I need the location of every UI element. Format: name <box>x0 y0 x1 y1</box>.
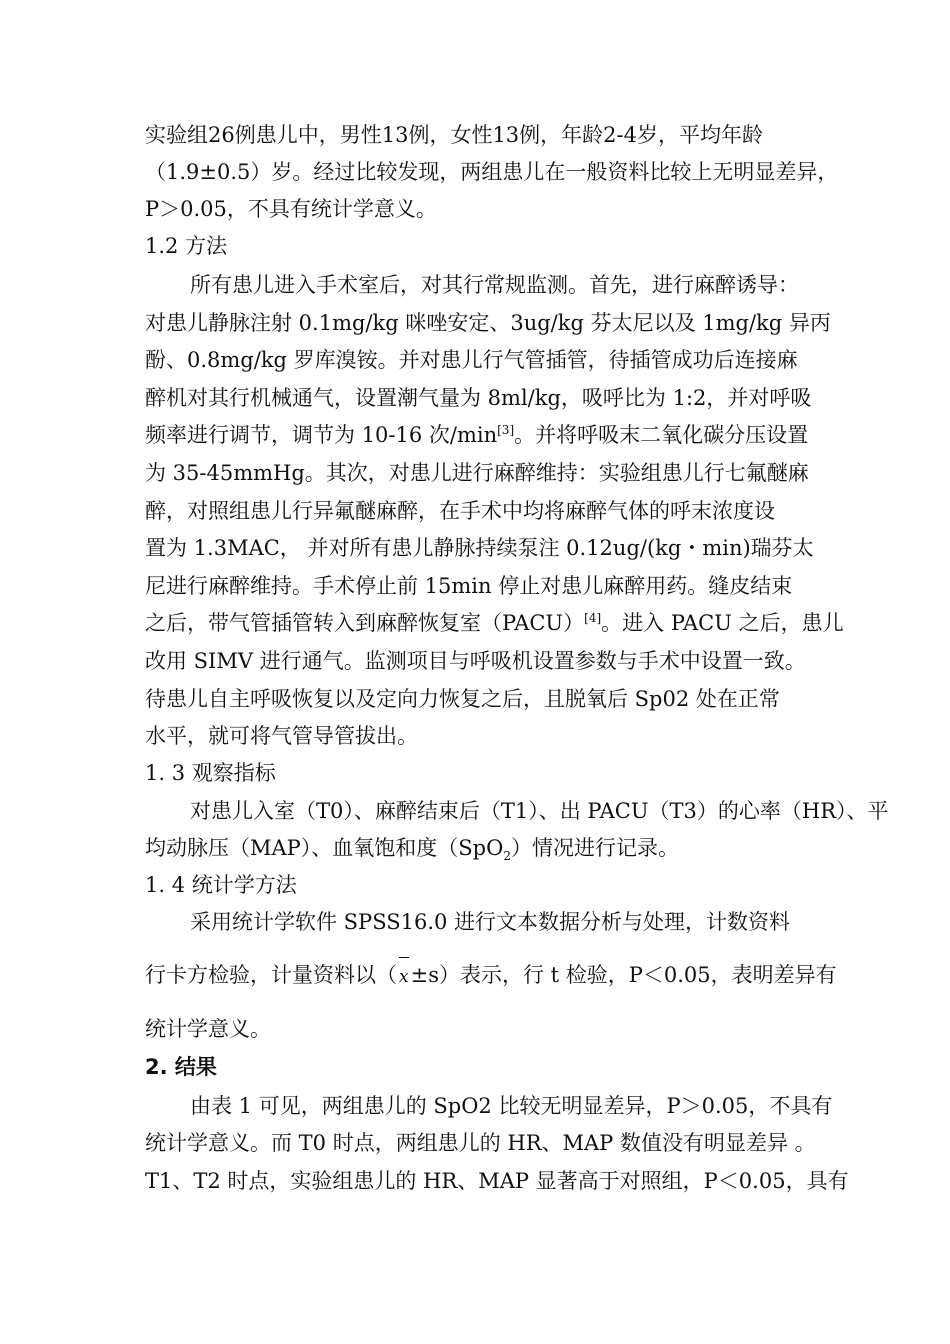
subscript: 2 <box>503 849 511 864</box>
paragraph-line: 尼进行麻醉维持。手术停止前 15min 停止对患儿麻醉用药。缝皮结束 <box>145 574 793 598</box>
paragraph-line <box>145 961 837 991</box>
text-run: 。并将呼吸末二氧化碳分压设置 <box>514 423 809 447</box>
paragraph-line <box>145 421 808 449</box>
paragraph-line: 对患儿静脉注射 0.1mg/kg 咪唑安定、3ug/kg 芬太尼以及 1mg/kg 异丙 <box>145 311 831 335</box>
paragraph-line: 实验组26例患儿中，男性13例，女性13例，年龄2-4岁，平均年龄 <box>145 123 763 147</box>
text-run: ±s）表示，行 t 检验，P＜0.05，表明差异有 <box>410 963 837 987</box>
mean-symbol: x <box>397 963 411 991</box>
paragraph-line: 为 35-45mmHg。其次，对患儿进行麻醉维持：实验组患儿行七氟醚麻 <box>145 461 809 485</box>
paragraph-line: 改用 SIMV 进行通气。监测项目与呼吸机设置参数与手术中设置一致。 <box>145 649 806 673</box>
paragraph-line: 置为 1.3MAC， 并对所有患儿静脉持续泵注 0.12ug/(kg・min)瑞芬太 <box>145 536 814 560</box>
paragraph-line: 醉，对照组患儿行异氟醚麻醉，在手术中均将麻醉气体的呼末浓度设 <box>145 499 775 523</box>
text-run: 行卡方检验，计量资料以（ <box>145 963 397 987</box>
paragraph-line: 统计学意义。而 T0 时点，两组患儿的 HR、MAP 数值没有明显差异 。 <box>145 1131 816 1155</box>
paragraph-line <box>145 609 844 637</box>
paragraph-line: 采用统计学软件 SPSS16.0 进行文本数据分析与处理，计数资料 <box>190 910 791 934</box>
paragraph-line: 水平，就可将气管导管拔出。 <box>145 724 418 748</box>
citation-ref: [4] <box>584 611 602 625</box>
paragraph-line: （1.9±0.5）岁。经过比较发现，两组患儿在一般资料比较上无明显差异， <box>145 160 839 184</box>
text-run: 均动脉压（MAP）、血氧饱和度（SpO <box>145 836 504 860</box>
paragraph-line: P＞0.05，不具有统计学意义。 <box>145 197 437 221</box>
text-run: 。进入 PACU 之后，患儿 <box>601 611 844 635</box>
text-run: 频率进行调节，调节为 10-16 次/min <box>145 423 498 447</box>
section-heading-1-2: 1.2 方法 <box>145 234 228 258</box>
section-heading-2: 2. 结果 <box>145 1055 217 1079</box>
section-heading-1-3: 1. 3 观察指标 <box>145 761 276 785</box>
paragraph-line: T1、T2 时点，实验组患儿的 HR、MAP 显著高于对照组，P＜0.05，具有 <box>145 1169 849 1193</box>
paragraph-line: 酚、0.8mg/kg 罗库溴铵。并对患儿行气管插管，待插管成功后连接麻 <box>145 348 798 372</box>
citation-ref: [3] <box>497 423 515 437</box>
paragraph-line <box>145 834 679 862</box>
paragraph-line: 统计学意义。 <box>145 1017 271 1041</box>
text-run: ）情况进行记录。 <box>510 836 679 860</box>
paragraph-line: 待患儿自主呼吸恢复以及定向力恢复之后，且脱氧后 Sp02 处在正常 <box>145 687 780 711</box>
section-heading-1-4: 1. 4 统计学方法 <box>145 873 297 897</box>
text-run: 之后，带气管插管转入到麻醉恢复室（PACU） <box>145 611 585 635</box>
paragraph-line: 醉机对其行机械通气，设置潮气量为 8ml/kg，吸呼比为 1:2，并对呼吸 <box>145 386 812 410</box>
paragraph-line: 所有患儿进入手术室后，对其行常规监测。首先，进行麻醉诱导： <box>190 273 799 297</box>
paragraph-line: 由表 1 可见，两组患儿的 SpO2 比较无明显差异，P＞0.05，不具有 <box>190 1094 833 1118</box>
paragraph-line: 对患儿入室（T0）、麻醉结束后（T1）、出 PACU（T3）的心率（HR）、平 <box>190 799 889 823</box>
